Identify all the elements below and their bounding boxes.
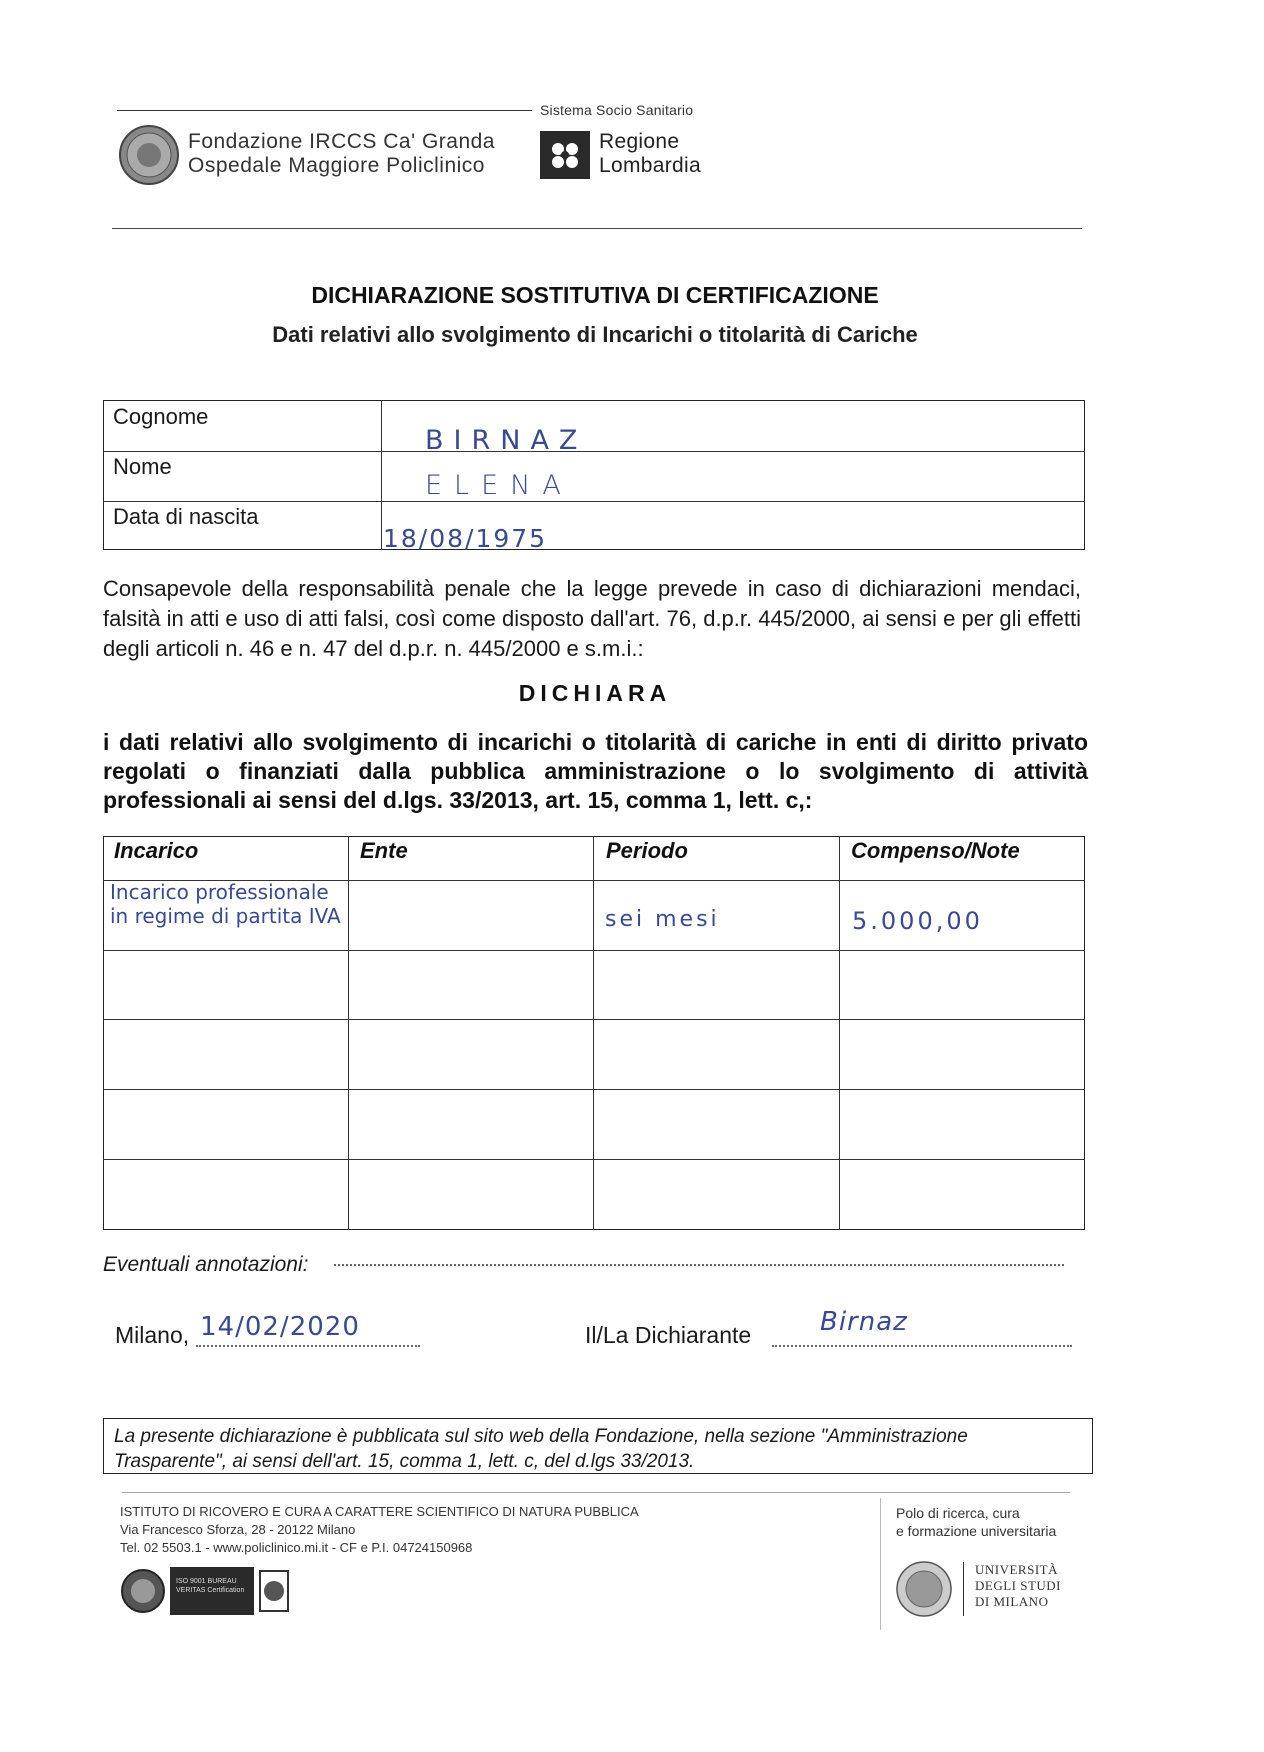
responsibility-paragraph: Consapevole della responsabilità penale che la legge prevede in caso di dichiarazioni mendaci, falsità in atti e uso di atti falsi, così come disposto dall'art. 76, d.p.r. 445/2000, ai sensi e per gli effetti degli articoli n. 46 e n. 47 del d.p.r. n. 445/2000 e s.m.i.:	[103, 576, 1081, 661]
table-divider	[839, 836, 840, 1230]
footer-divider	[880, 1498, 881, 1630]
declaration-text: i dati relativi allo svolgimento di incarichi o titolarità di cariche in enti di diritto privato regolati o finanziati dalla pubblica amministrazione o lo svolgimento di attività professionali ai sensi del d.lgs. 33/2013, art. 15, comma 1, lett. c,:	[103, 729, 1088, 813]
institute-contacts: Tel. 02 5503.1 - www.policlinico.mi.it - CF e P.I. 04724150968	[120, 1540, 473, 1555]
polo-line2: e formazione universitaria	[896, 1523, 1057, 1539]
table-cell-periodo: sei mesi	[605, 907, 720, 932]
cognome-value: BIRNAZ	[425, 425, 588, 456]
document-title: DICHIARAZIONE SOSTITUTIVA DI CERTIFICAZIONE	[311, 282, 879, 308]
table-divider	[103, 501, 1085, 502]
polo-text	[896, 1504, 1056, 1540]
unimi-name	[975, 1562, 1061, 1610]
table-divider	[103, 950, 1085, 951]
publication-note: La presente dichiarazione è pubblicata sul sito web della Fondazione, nella sezione "Amministrazione Trasparente", ai sensi dell'art. 15, comma 1, lett. c, del d.lgs 33/2013.	[103, 1418, 1093, 1474]
table-divider	[103, 1089, 1085, 1090]
dichiara-heading: DICHIARA	[518, 680, 672, 706]
cognome-label: Cognome	[113, 404, 209, 429]
table-divider	[103, 451, 1085, 452]
table-divider	[381, 400, 382, 550]
bureau-veritas-badge	[170, 1567, 254, 1615]
table-divider	[348, 836, 349, 1230]
nascita-value: 18/08/1975	[383, 524, 548, 553]
regione-name	[599, 130, 701, 178]
unimi-seal-logo	[895, 1560, 953, 1618]
nome-label: Nome	[113, 454, 172, 479]
table-divider	[103, 1019, 1085, 1020]
date-line	[196, 1345, 420, 1347]
date-value: 14/02/2020	[200, 1312, 360, 1342]
institute-address: Via Francesco Sforza, 28 - 20122 Milano	[120, 1522, 356, 1537]
cert-text: ISO 9001 BUREAU VERITAS Certification	[176, 1578, 245, 1594]
table-divider	[593, 836, 594, 1230]
table-cell-compenso: 5.000,00	[852, 907, 983, 935]
unimi-line3: DI MILANO	[975, 1594, 1049, 1609]
nome-value: ELENA	[425, 470, 573, 501]
document-subtitle: Dati relativi allo svolgimento di Incarichi o titolarità di Cariche	[272, 322, 918, 347]
fondazione-line1: Fondazione IRCCS Ca' Granda	[188, 130, 495, 153]
unimi-line2: DEGLI STUDI	[975, 1578, 1062, 1593]
fondazione-seal-logo	[118, 124, 180, 186]
institute-line1: ISTITUTO DI RICOVERO E CURA A CARATTERE SCIENTIFICO DI NATURA PUBBLICA	[120, 1504, 639, 1519]
nascita-label: Data di nascita	[113, 504, 259, 529]
table-divider	[103, 1159, 1085, 1160]
sistema-socio-sanitario: Sistema Socio Sanitario	[540, 102, 694, 118]
regione-line1: Regione	[599, 130, 680, 153]
signature-line	[772, 1345, 1072, 1347]
place-label: Milano,	[115, 1322, 190, 1348]
dichiarante-label: Il/La Dichiarante	[585, 1322, 752, 1348]
signature: Birnaz	[820, 1307, 908, 1337]
unimi-divider	[963, 1562, 964, 1616]
annotazioni-label: Eventuali annotazioni:	[103, 1253, 309, 1276]
col-header-compenso: Compenso/Note	[851, 838, 1020, 863]
table-cell-incarico: Incarico professionale in regime di partita IVA	[110, 880, 341, 928]
institute-info	[120, 1503, 680, 1557]
col-header-ente: Ente	[360, 838, 408, 863]
footer-rule	[122, 1492, 1070, 1493]
certification-seal-icon	[120, 1568, 166, 1614]
annotazioni-line	[334, 1264, 1064, 1266]
col-header-periodo: Periodo	[606, 838, 688, 863]
accredia-badge-icon	[258, 1567, 290, 1615]
header-divider	[112, 228, 1082, 229]
regione-line2: Lombardia	[599, 154, 701, 177]
unimi-line1: UNIVERSITÀ	[975, 1562, 1058, 1577]
header-rule	[117, 110, 532, 111]
polo-line1: Polo di ricerca, cura	[896, 1505, 1020, 1521]
regione-lombardia-logo	[540, 131, 590, 179]
fondazione-line2: Ospedale Maggiore Policlinico	[188, 154, 485, 177]
col-header-incarico: Incarico	[114, 838, 199, 863]
fondazione-name	[188, 130, 495, 178]
